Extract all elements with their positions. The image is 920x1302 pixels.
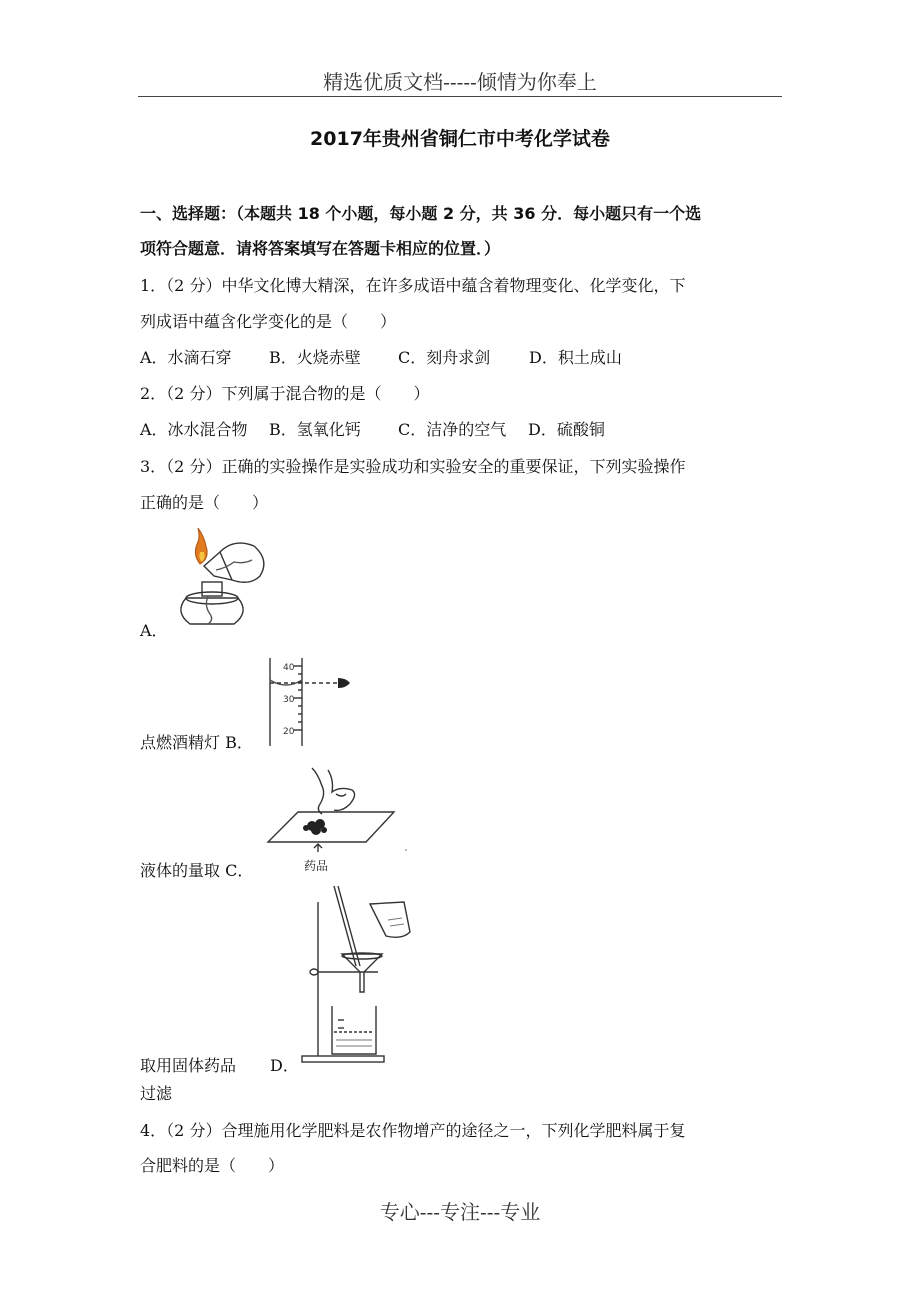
q4-stem-line1: 4．（2 分）合理施用化学肥料是农作物增产的途径之一，下列化学肥料属于复 bbox=[140, 1121, 686, 1140]
finger-1 bbox=[312, 768, 324, 814]
powder-pile bbox=[303, 819, 327, 835]
q2-options bbox=[140, 419, 605, 441]
q3-caption-c[interactable]: 取用固体药品 bbox=[140, 1056, 237, 1075]
eye-icon bbox=[338, 678, 350, 688]
receiving-beaker bbox=[332, 1006, 376, 1054]
lower-lamp-wick bbox=[206, 596, 211, 624]
hand-outline bbox=[328, 770, 355, 810]
fingertip bbox=[336, 794, 346, 796]
page-title: 2017年贵州省铜仁市中考化学试卷 bbox=[310, 128, 610, 150]
q1-option-a[interactable]: A．水滴石穿 bbox=[140, 348, 232, 367]
q3-caption-d: 过滤 bbox=[140, 1084, 173, 1103]
q1-option-c[interactable]: C．刻舟求剑 bbox=[398, 348, 491, 367]
flame-icon bbox=[195, 528, 207, 564]
clamp-screw bbox=[310, 969, 318, 975]
funnel bbox=[342, 954, 382, 992]
filtration-figure bbox=[298, 884, 412, 1064]
q2-option-a[interactable]: A．冰水混合物 bbox=[140, 420, 248, 439]
q3-stem-line2: 正确的是（ ） bbox=[140, 493, 269, 512]
section-heading-line1: 一、选择题：（本题共 18 个小题，每小题 2 分，共 36 分．每小题只有一个选 bbox=[140, 204, 702, 223]
q3-label-a[interactable]: A． bbox=[140, 621, 168, 640]
page-footer: 专心---专注---专业 bbox=[379, 1200, 541, 1224]
q1-option-d[interactable]: D．积土成山 bbox=[529, 348, 622, 367]
solid-reagent-figure bbox=[262, 764, 412, 878]
graduated-cylinder-figure bbox=[262, 656, 354, 750]
stand-base bbox=[302, 1056, 384, 1062]
section-heading-line2: 项符合题意．请将答案填写在答题卡相应的位置．） bbox=[140, 239, 501, 258]
q4-stem-line2: 合肥料的是（ ） bbox=[140, 1156, 285, 1175]
tick-label-40: 40 bbox=[283, 663, 295, 673]
alcohol-lamp-figure bbox=[164, 524, 276, 632]
tick-label-30: 30 bbox=[283, 695, 295, 705]
q3-label-d[interactable]: D． bbox=[270, 1056, 299, 1075]
q2-option-d[interactable]: D．硫酸铜 bbox=[528, 420, 605, 439]
q2-stem: 2．（2 分）下列属于混合物的是（ ） bbox=[140, 384, 430, 403]
q3-caption-b-label-c[interactable]: 液体的量取 C． bbox=[140, 861, 254, 880]
q3-caption-a-label-b[interactable]: 点燃酒精灯 B． bbox=[140, 733, 253, 752]
q2-option-c[interactable]: C．洁净的空气 bbox=[398, 420, 507, 439]
paper-sheet bbox=[268, 812, 394, 842]
q3-stem-line1: 3．（2 分）正确的实验操作是实验成功和实验安全的重要保证，下列实验操作 bbox=[140, 457, 686, 476]
page-header: 精选优质文档-----倾情为你奉上 bbox=[323, 70, 597, 94]
tick-label-20: 20 bbox=[283, 727, 295, 737]
q1-stem-line1: 1．（2 分）中华文化博大精深，在许多成语中蕴含着物理变化、化学变化，下 bbox=[140, 276, 686, 295]
powder-label: 药品 bbox=[304, 859, 329, 873]
q1-options bbox=[140, 347, 622, 369]
upper-lamp-wick bbox=[216, 560, 252, 570]
q1-stem-line2: 列成语中蕴含化学变化的是（ ） bbox=[140, 312, 397, 331]
q1-option-b[interactable]: B．火烧赤壁 bbox=[269, 348, 361, 367]
q2-option-b[interactable]: B．氢氧化钙 bbox=[269, 420, 361, 439]
lower-lamp-neck bbox=[202, 582, 222, 596]
header-divider bbox=[138, 96, 782, 97]
